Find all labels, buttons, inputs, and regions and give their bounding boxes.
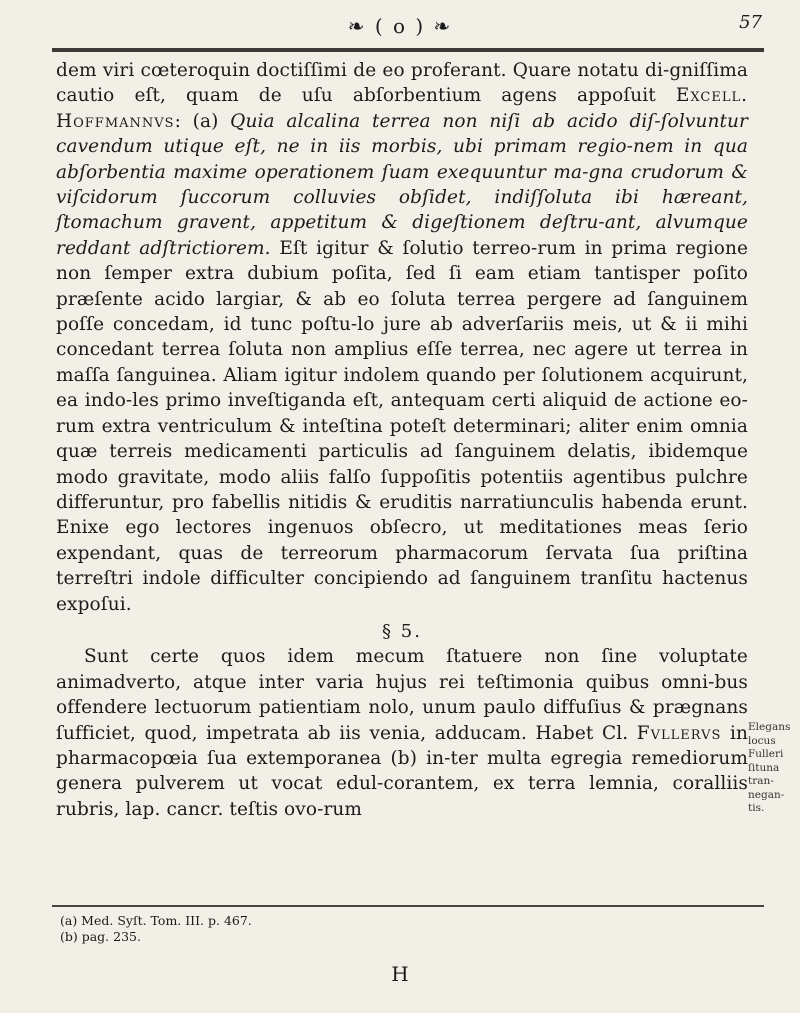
- paragraph-2-text-a: Sunt certe quos idem mecum ſtatuere non ſine voluptate animadverto, atque inter varia hujus rei teſtimonia quibus omni-bus offendere lectuorum patientiam nolo, unum paulo diffuſius & prægnans ſufficiet, quod, impetrata ab iis venia, adducam. Habet Cl.: [56, 646, 748, 744]
- header-rule: [52, 48, 764, 52]
- margin-note: Elegans locus Fulleri ſituna tran-negan-tis.: [748, 721, 791, 814]
- main-text: [56, 58, 748, 822]
- cited-author-hoffmann: Excell. Hoffmannvs: [56, 85, 748, 132]
- footnote-b: (b) pag. 235.: [60, 929, 141, 944]
- paragraph-1-text-c: Eſt igitur & ſolutio terreo-rum in prima regione non ſemper extra dubium poſita, ſed ſi eam etiam tantisper poſito præſente acido largiar, & ab eo ſoluta terrea pergere ad ſanguinem poſſe concedam, id tunc poſtu-lo jure ab adverſariis meis, ut & ii mihi concedant terrea ſoluta non amplius eſſe terrea, nec agere ut terrea in maſſa ſanguinea. Aliam igitur indolem quando per ſolutionem acquirunt, ea indo-les primo inveſtiganda eſt, antequam certi aliquid de actione eo-rum extra ventriculum & inteſtina poteſt determinari; aliter enim omnia quæ terreis medicamenti particulis ad ſanguinem delatis, ibidemque modo gravitate, modo aliis falſo ſuppoſitis potentiis agentibus pulchre differuntur, pro fabellis nitidis & eruditis narratiunculis habenda erunt. Enixe ego lectores ingenuos obſecro, ut meditationes meas ſerio expendant, quas de terreorum pharmacorum ſervata ſua priſtina terreſtri indole difficulter concipiendo ad ſanguinem tranſitu hactenus expoſui.: [56, 237, 749, 615]
- page-header: [0, 12, 800, 40]
- paragraph-1: [56, 58, 748, 617]
- signature-mark: H: [391, 962, 409, 986]
- paragraph-2-text-b: in pharmacopœia ſua extemporanea (b) in-ter multa egregia remediorum genera pulverem ut vocat edul-corantem, ex terra lemnia, coralliis rubris, lap. cancr. teſtis ovo-rum: [56, 722, 748, 820]
- footnote-rule: [52, 905, 764, 907]
- cited-author-fuller: Fvllervs: [636, 722, 722, 744]
- paragraph-1-text-b: : (a): [174, 110, 231, 132]
- running-head-ornament: ❧ ( o ) ❧: [347, 14, 453, 38]
- hoffmann-quotation: Quia alcalina terrea non niſi ab acido diſ-ſolvuntur cavendum utique eſt, ne in iis morbis, ubi primam regio-nem in qua abſorbentia maxime operationem ſuam exequuntur ma-gna crudorum & viſcidorum ſuccorum colluvies obſidet, indiſſoluta ibi hæreant, ſtomachum gravent, appetitum & digeſtionem deſtru-ant, alvumque reddant adſtrictiorem.: [56, 110, 749, 259]
- paragraph-1-text-a: dem viri cœteroquin doctiſſimi de eo proferant. Quare notatu di-gniſſima cautio eſt, quam de uſu abſorbentium agens appoſuit: [56, 60, 748, 107]
- page-number: 57: [739, 12, 762, 33]
- footnotes: [60, 913, 620, 945]
- section-number: § 5.: [382, 620, 422, 642]
- footnote-a: (a) Med. Syſt. Tom. III. p. 467.: [60, 913, 252, 928]
- paragraph-2: [56, 644, 748, 822]
